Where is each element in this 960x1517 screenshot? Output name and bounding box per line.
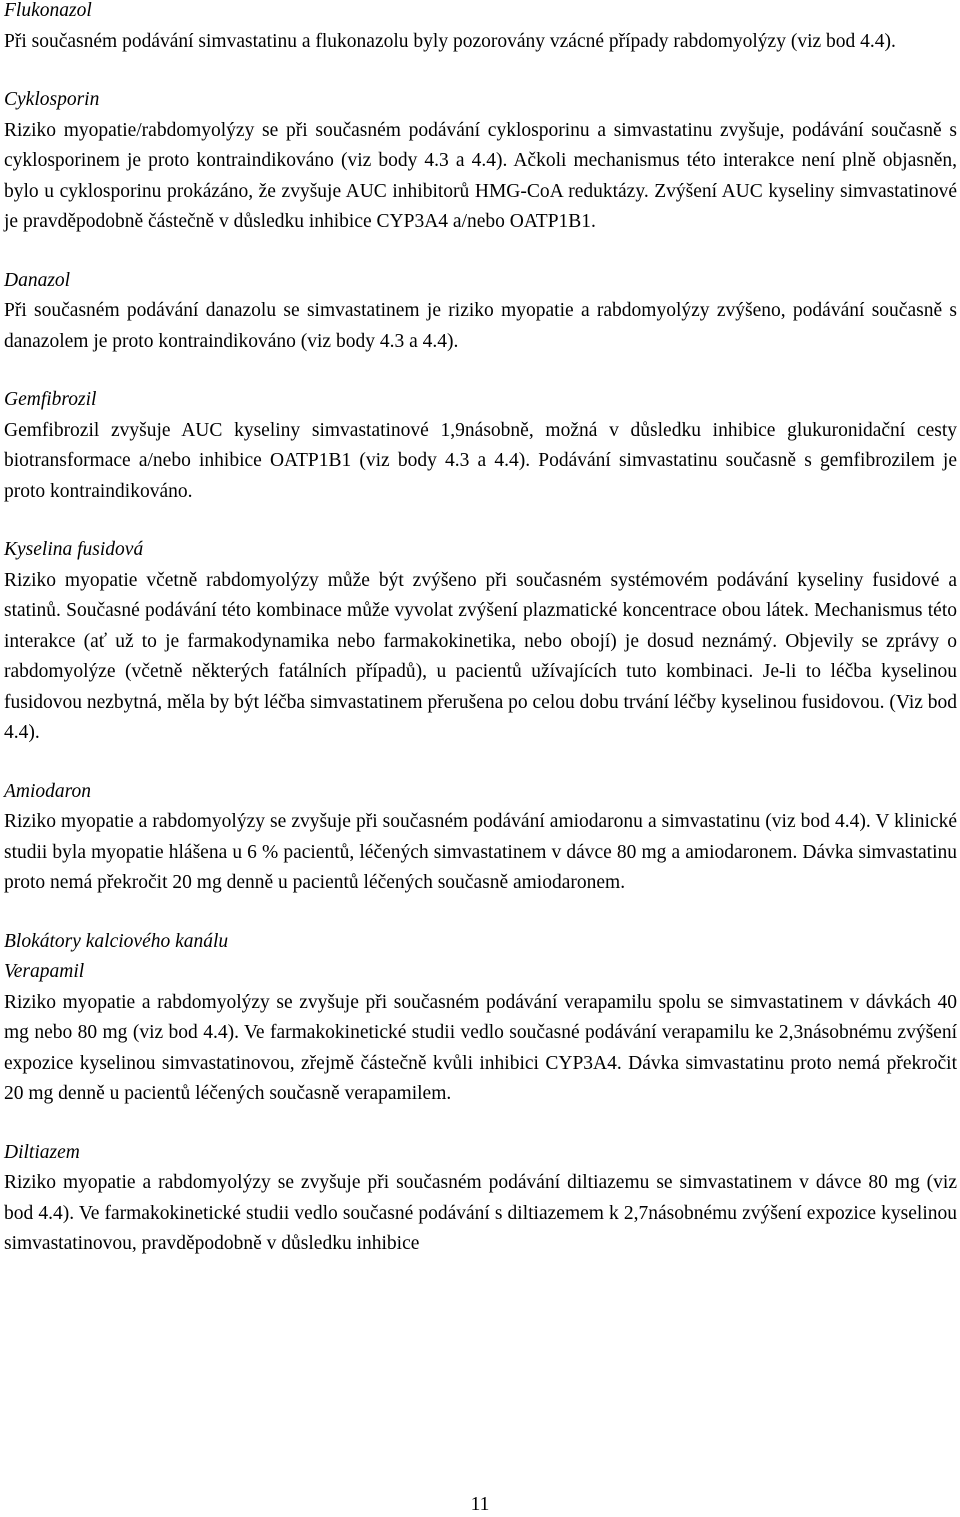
section-paragraph: Riziko myopatie včetně rabdomyolýzy může být zvýšeno při současném systémovém podávání kyseliny fusidové a statinů. Současné podávání této kombinace může vyvolat zvýšení plazmatické koncentrace obou látek. Mechanismus této interakce (ať už to je farmakodynamika nebo farmakokinetika, nebo obojí) je dosud neznámý. Objevily se zprávy o rabdomyolýze (včetně některých fatálních případů), u pacientů užívajících tuto kombinaci. Je-li to léčba kyselinou fusidovou nezbytná, měla by být léčba simvastatinem přerušena po celou dobu trvání léčby kyselinou fusidovou. (Viz bod 4.4). bbox=[4, 569, 958, 743]
document-body bbox=[4, 0, 957, 1288]
section-paragraph: Při současném podávání danazolu se simvastatinem je riziko myopatie a rabdomyolýzy zvýšeno, podávání současně s danazolem je proto kontraindikováno (viz body 4.3 a 4.4). bbox=[4, 300, 957, 352]
section-gemfibrozil bbox=[4, 385, 957, 507]
section-heading: Amiodaron bbox=[4, 780, 92, 802]
section-heading: Diltiazem bbox=[4, 1141, 80, 1163]
section-heading: Blokátory kalciového kanálu bbox=[4, 930, 229, 952]
section-paragraph: Riziko myopatie a rabdomyolýzy se zvyšuje při současném podávání verapamilu spolu se simvastatinem v dávkách 40 mg nebo 80 mg (viz bod 4.4). Ve farmakokinetické studii vedlo současné podávání verapamilu ke 2,3násobnému zvýšení expozice kyselinou simvastatinovou, zřejmě částečně kvůli inhibici CYP3A4. Dávka simvastatinu proto nemá překročit 20 mg denně u pacientů léčených současně verapamilem. bbox=[4, 991, 957, 1104]
section-danazol bbox=[4, 266, 957, 358]
section-heading: Danazol bbox=[4, 269, 71, 291]
section-paragraph: Riziko myopatie/rabdomyolýzy se při současném podávání cyklosporinu a simvastatinu zvyšuje, podávání současně s cyklosporinem je proto kontraindikováno (viz body 4.3 a 4.4). Ačkoli mechanismus této interakce není plně objasněn, bylo u cyklosporinu prokázáno, že zvyšuje AUC inhibitorů HMG-CoA reduktázy. Zvýšení AUC kyseliny simvastatinové je pravděpodobně částečně v důsledku inhibice CYP3A4 a/nebo OATP1B1. bbox=[4, 119, 957, 232]
section-kyselina-fusidova bbox=[4, 535, 957, 749]
section-paragraph: Při současném podávání simvastatinu a flukonazolu byly pozorovány vzácné případy rabdomyolýzy (viz bod 4.4). bbox=[4, 30, 896, 52]
section-amiodaron bbox=[4, 777, 957, 899]
section-paragraph: Gemfibrozil zvyšuje AUC kyseliny simvastatinové 1,9násobně, možná v důsledku inhibice glukuronidační cesty biotransformace a/nebo inhibice OATP1B1 (viz body 4.3 a 4.4). Podávání simvastatinu současně s gemfibrozilem je proto kontraindikováno. bbox=[4, 419, 957, 502]
page-number: 11 bbox=[470, 1494, 490, 1515]
section-flukonazol bbox=[4, 0, 957, 57]
section-heading: Gemfibrozil bbox=[4, 389, 97, 410]
section-cyklosporin bbox=[4, 85, 957, 238]
section-verapamil bbox=[4, 927, 957, 1110]
section-diltiazem bbox=[4, 1138, 957, 1260]
section-heading: Cyklosporin bbox=[4, 89, 100, 110]
section-paragraph: Riziko myopatie a rabdomyolýzy se zvyšuje při současném podávání diltiazemu se simvastatinem v dávce 80 mg (viz bod 4.4). Ve farmakokinetické studii vedlo současné podávání s diltiazemem k 2,7násobnému zvýšení expozice kyselinou simvastatinovou, pravděpodobně v důsledku inhibice bbox=[4, 1172, 957, 1254]
section-paragraph: Riziko myopatie a rabdomyolýzy se zvyšuje při současném podávání amiodaronu a simvastatinu (viz bod 4.4). V klinické studii byla myopatie hlášena u 6 % pacientů, léčených simvastatinem v dávce 80 mg a amiodaronem. Dávka simvastatinu proto nemá překročit 20 mg denně u pacientů léčených současně amiodaronem. bbox=[4, 811, 957, 893]
section-heading: Kyselina fusidová bbox=[4, 539, 144, 560]
section-heading: Flukonazol bbox=[4, 0, 92, 21]
section-subheading: Verapamil bbox=[4, 961, 85, 982]
